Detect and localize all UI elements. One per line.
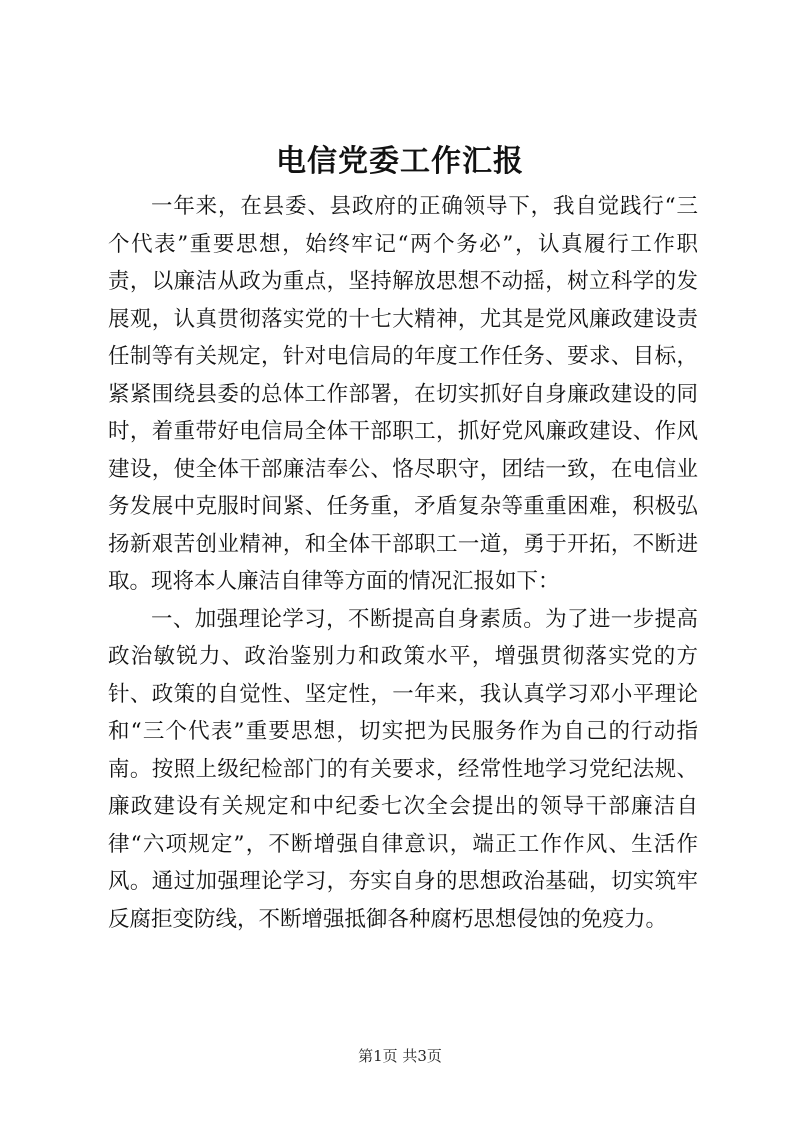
paragraph-section-1: 一、加强理论学习，不断提高自身素质。为了进一步提高政治敏锐力、政治鉴别力和政策水平，增强贯彻落实党的方针、政策的自觉性、坚定性，一年来，我认真学习邓小平理论和“三个代表”重要思想，切实把为民服务作为自己的行动指南。按照上级纪检部门的有关要求，经常性地学习党纪法规、廉政建设有关规定和中纪委七次全会提出的领导干部廉洁自律“六项规定”，不断增强自律意识，端正工作作风、生活作风。通过加强理论学习，夯实自身的思想政治基础，切实筑牢反腐拒变防线，不断增强抵御各种腐朽思想侵蚀的免疫力。 <box>108 606 698 932</box>
document-body <box>108 188 698 938</box>
paragraph-intro: 一年来，在县委、县政府的正确领导下，我自觉践行“三个代表”重要思想，始终牢记“两个务必”，认真履行工作职责，以廉洁从政为重点，坚持解放思想不动摇，树立科学的发展观，认真贯彻落实党的十七大精神，尤其是党风廉政建设责任制等有关规定，针对电信局的年度工作任务、要求、目标，紧紧围绕县委的总体工作部署，在切实抓好自身廉政建设的同时，着重带好电信局全体干部职工，抓好党风廉政建设、作风建设，使全体干部廉洁奉公、恪尽职守，团结一致，在电信业务发展中克服时间紧、任务重，矛盾复杂等重重困难，积极弘扬新艰苦创业精神，和全体干部职工一道，勇于开拓，不断进取。现将本人廉洁自律等方面的情况汇报如下： <box>108 194 698 594</box>
document-title: 电信党委工作汇报 <box>276 144 524 179</box>
page-number-footer: 第1页 共3页 <box>358 1047 442 1065</box>
